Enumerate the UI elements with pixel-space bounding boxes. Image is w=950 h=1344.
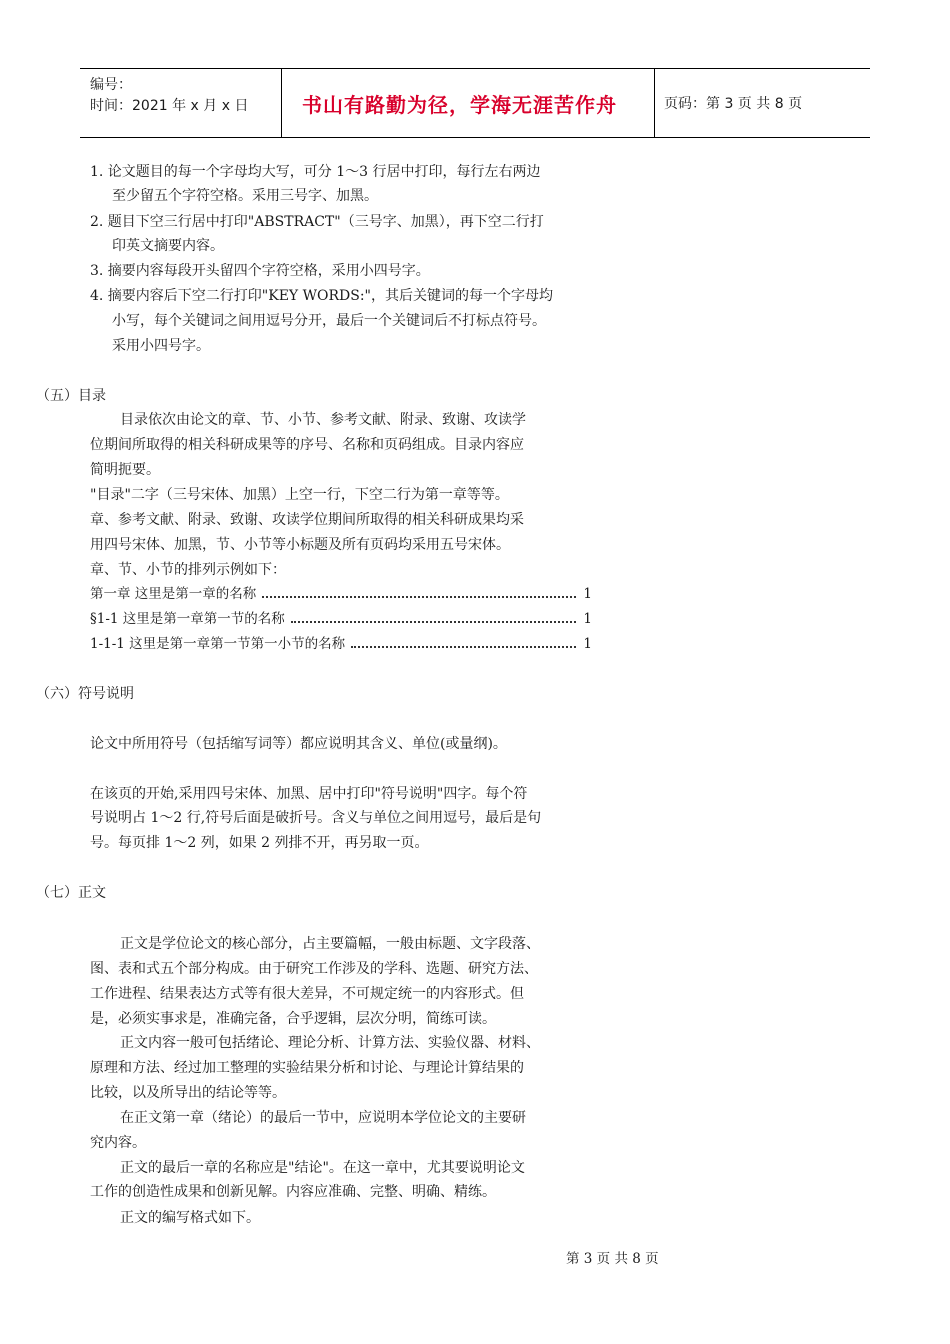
body-para-line: 工作进程、结果表达方式等有很大差异，不可规定统一的内容形式。但 <box>90 986 524 1002</box>
toc-example-row <box>90 634 592 654</box>
header-meta <box>80 69 282 137</box>
section-heading-toc: （五）目录 <box>36 388 106 404</box>
header-page-info: 页码：第 3 页 共 8 页 <box>664 96 803 112</box>
number-label: 编号： <box>90 77 132 93</box>
toc-leader-dots <box>262 584 576 598</box>
body-para-line: 原理和方法、经过加工整理的实验结果分析和讨论、与理论计算结果的 <box>90 1060 524 1076</box>
body-para-line: 正文的编写格式如下。 <box>120 1210 260 1226</box>
toc-example-row <box>90 609 592 629</box>
list-item-3-line-1: 3. 摘要内容每段开头留四个字符空格，采用小四号字。 <box>90 263 430 279</box>
body-para-line: 正文的最后一章的名称应是"结论"。在这一章中，尤其要说明论文 <box>120 1160 525 1176</box>
symbols-para-2-line-2: 号说明占 1～2 行,符号后面是破折号。含义与单位之间用逗号，最后是句 <box>90 810 542 826</box>
body-para-line: 在正文第一章（绪论）的最后一节中，应说明本学位论文的主要研 <box>120 1110 526 1126</box>
toc-para-line-7: 章、节、小节的排列示例如下： <box>90 562 286 578</box>
body-para-line: 究内容。 <box>90 1135 146 1151</box>
body-para-line: 正文内容一般可包括绪论、理论分析、计算方法、实验仪器、材料、 <box>120 1035 540 1051</box>
list-item-2-line-2: 印英文摘要内容。 <box>112 238 224 254</box>
symbols-para-1: 论文中所用符号（包括缩写词等）都应说明其含义、单位(或量纲)。 <box>90 736 507 752</box>
page-footer: 第 3 页 共 8 页 <box>566 1251 659 1267</box>
toc-leader-dots <box>291 609 576 623</box>
toc-example-title: §1-1 这里是第一章第一节的名称 <box>90 611 285 627</box>
toc-para-line-6: 用四号宋体、加黑，节、小节等小标题及所有页码均采用五号宋体。 <box>90 537 510 553</box>
body-para-line: 正文是学位论文的核心部分，占主要篇幅，一般由标题、文字段落、 <box>120 936 540 952</box>
toc-example-row <box>90 584 592 604</box>
list-item-4-line-2: 小写，每个关键词之间用逗号分开，最后一个关键词后不打标点符号。 <box>112 313 546 329</box>
list-item-1-line-2: 至少留五个字符空格。采用三号字、加黑。 <box>112 188 378 204</box>
symbols-para-2-line-3: 号。每页排 1～2 列，如果 2 列排不开，再另取一页。 <box>90 835 429 851</box>
list-item-1-line-1: 1. 论文题目的每一个字母均大写，可分 1～3 行居中打印，每行左右两边 <box>90 164 541 180</box>
toc-example-page: 1 <box>583 611 592 627</box>
toc-example-page: 1 <box>583 586 592 602</box>
list-item-2-line-1: 2. 题目下空三行居中打印"ABSTRACT"（三号字、加黑），再下空二行打 <box>90 214 544 230</box>
toc-para-line-2: 位期间所取得的相关科研成果等的序号、名称和页码组成。目录内容应 <box>90 437 524 453</box>
body-para-line: 是，必须实事求是，准确完备，合乎逻辑，层次分明，简练可读。 <box>90 1011 496 1027</box>
body-para-line: 比较，以及所导出的结论等等。 <box>90 1085 286 1101</box>
page-header <box>80 68 870 138</box>
toc-example-title: 1-1-1 这里是第一章第一节第一小节的名称 <box>90 636 346 652</box>
toc-leader-dots <box>351 634 576 648</box>
toc-example-title: 第一章 这里是第一章的名称 <box>90 586 257 602</box>
toc-para-line-3: 简明扼要。 <box>90 462 160 478</box>
toc-para-line-1: 目录依次由论文的章、节、小节、参考文献、附录、致谢、攻读学 <box>120 412 526 428</box>
body-para-line: 工作的创造性成果和创新见解。内容应准确、完整、明确、精练。 <box>90 1184 496 1200</box>
header-motto: 书山有路勤为径，学海无涯苦作舟 <box>282 69 655 137</box>
symbols-para-2-line-1: 在该页的开始,采用四号宋体、加黑、居中打印"符号说明"四字。每个符 <box>90 786 528 802</box>
toc-para-line-4: "目录"二字（三号宋体、加黑）上空一行，下空二行为第一章等等。 <box>90 487 509 503</box>
time-label: 时间：2021 年 x 月 x 日 <box>90 98 249 114</box>
list-item-4-line-3: 采用小四号字。 <box>112 338 210 354</box>
body-para-line: 图、表和式五个部分构成。由于研究工作涉及的学科、选题、研究方法、 <box>90 961 538 977</box>
section-heading-symbols: （六）符号说明 <box>36 686 134 702</box>
toc-example-page: 1 <box>583 636 592 652</box>
section-heading-body: （七）正文 <box>36 885 106 901</box>
toc-para-line-5: 章、参考文献、附录、致谢、攻读学位期间所取得的相关科研成果均采 <box>90 512 524 528</box>
list-item-4-line-1: 4. 摘要内容后下空二行打印"KEY WORDS:"，其后关键词的每一个字母均 <box>90 288 553 304</box>
